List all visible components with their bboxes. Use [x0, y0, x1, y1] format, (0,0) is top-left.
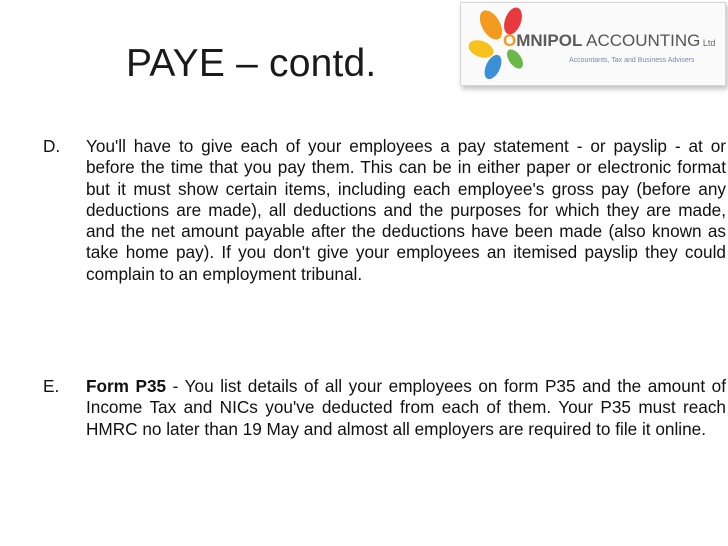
logo-name-first: OMNIPOL: [503, 31, 583, 50]
item-text: You'll have to give each of your employees a pay statement - or payslip - at or before the time that you pay them. This can be in either paper or electronic format but it must show certain items, including each employee's gross pay (before any deductions are made), all deductions and the purposes for which they are made, and the net amount payable after the deductions have been made (also known as take home pay). If you don't give your employees an itemised payslip they could complain to an employment tribunal.: [86, 136, 726, 284]
item-text-block: [86, 376, 726, 440]
item-marker: E.: [43, 376, 60, 396]
company-logo: [460, 2, 726, 86]
logo-name-second: ACCOUNTING: [582, 31, 701, 50]
logo-wordmark: [503, 31, 715, 51]
item-text: - You list details of all your employees on form P35 and the amount of Income Tax and NICs you've deducted from each of them. Your P35 must reach HMRC no later than 19 May and almost all employers are required to file it online.: [86, 376, 727, 439]
logo-suffix: Ltd: [700, 38, 716, 48]
item-bold-lead: Form P35: [86, 376, 167, 396]
item-text-block: [86, 136, 726, 285]
slide-title: PAYE – contd.: [126, 42, 377, 85]
item-marker: D.: [43, 136, 61, 156]
list-item: [43, 136, 728, 336]
list-item: [43, 376, 728, 466]
logo-tagline: Accountants, Tax and Business Advisers: [569, 57, 695, 64]
